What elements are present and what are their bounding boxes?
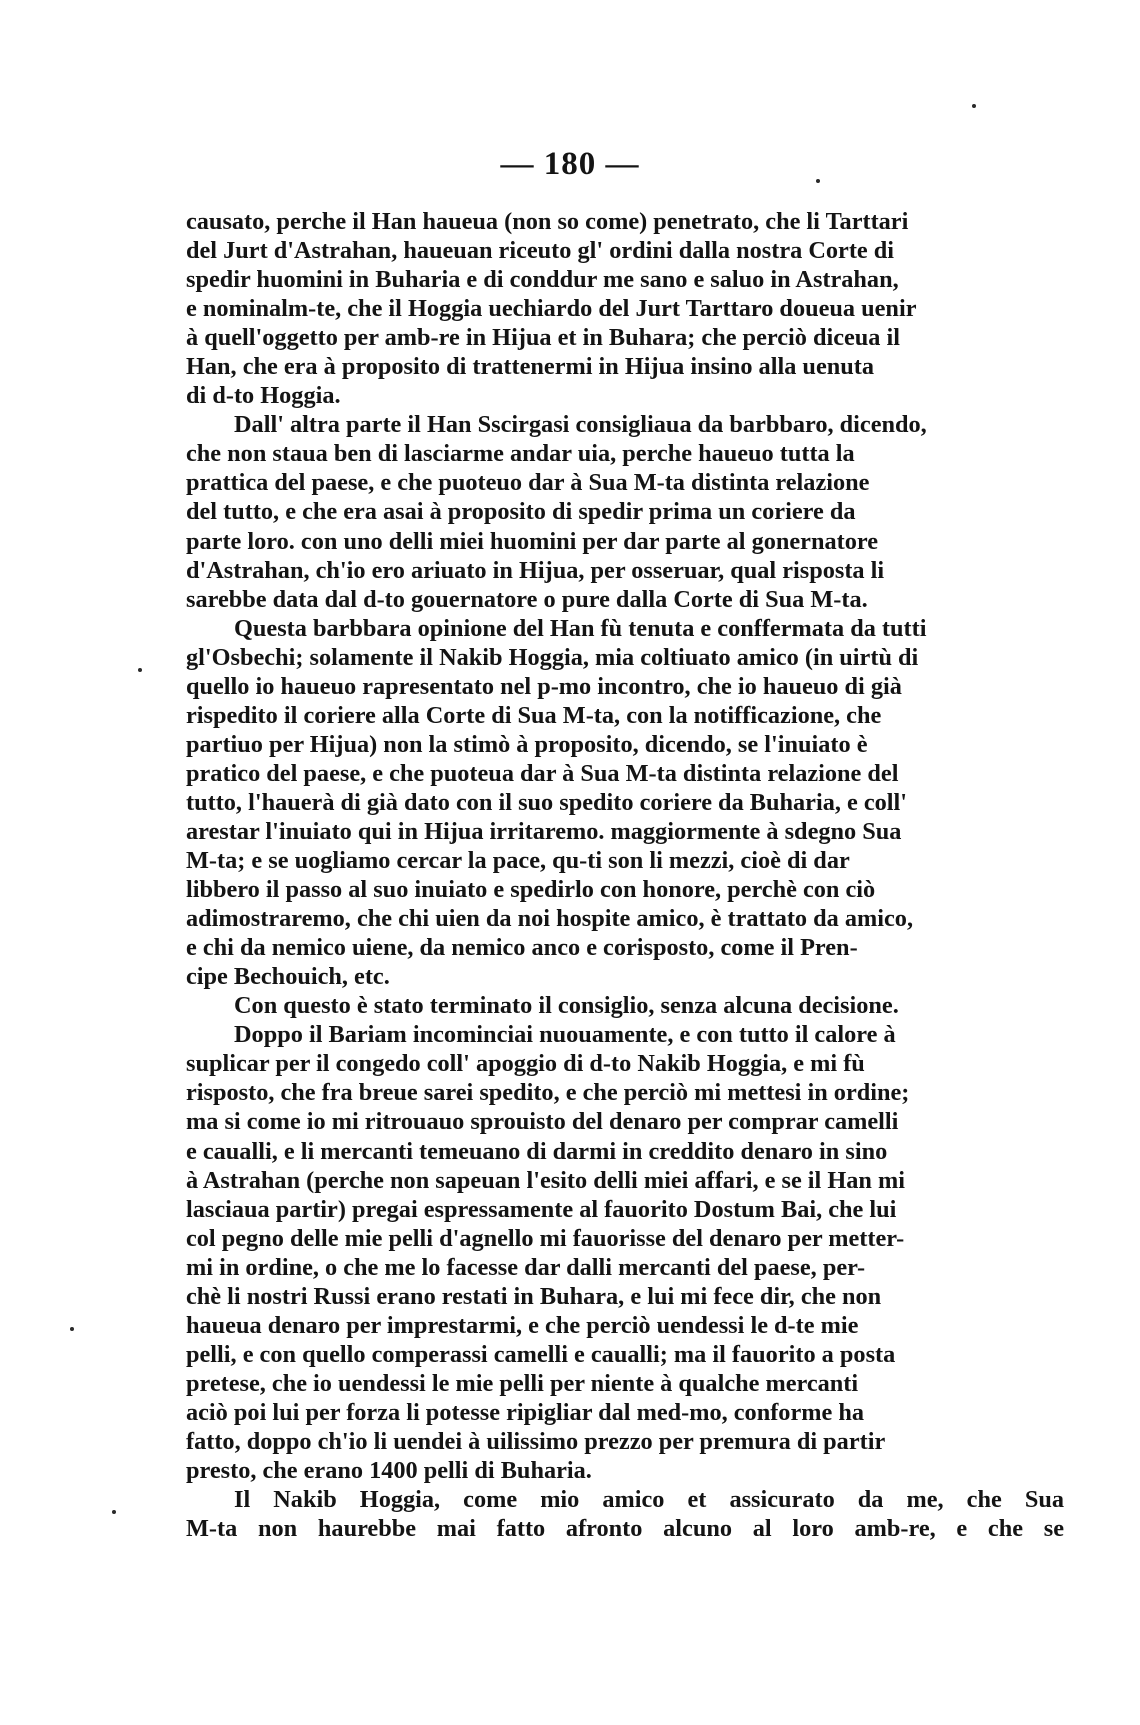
text-line: Han, che era à proposito di trattenermi in Hijua insino alla uenuta — [186, 353, 874, 381]
paragraph — [186, 991, 1064, 1020]
text-line: M-ta; e se uogliamo cercar la pace, qu-ti son li mezzi, cioè di dar — [186, 847, 850, 875]
text-line: col pegno delle mie pelli d'agnello mi fauorisse del denaro per metter- — [186, 1224, 905, 1252]
body-text — [186, 207, 1064, 1543]
text-line: sarebbe data dal d-to gouernatore o pure dalla Corte di Sua M-ta. — [186, 585, 868, 613]
text-line: Doppo il Bariam incominciai nuouamente, e con tutto il calore à — [234, 1021, 896, 1049]
text-line: spedir huomini in Buharia e di conddur me sano e saluo in Astrahan, — [186, 266, 899, 294]
text-line: causato, perche il Han haueua (non so come) penetrato, che li Tarttari — [186, 208, 909, 235]
text-line: pelli, e con quello comperassi camelli e caualli; ma il fauorito a posta — [186, 1340, 896, 1368]
text-line: à quell'oggetto per amb-re in Hijua et in Buhara; che perciò diceua il — [186, 324, 901, 352]
text-line: rispedito il coriere alla Corte di Sua M-ta, con la notifficazione, che — [186, 701, 882, 729]
text-line: arestar l'inuiato qui in Hijua irritaremo. maggiormente à sdegno Sua — [186, 817, 902, 845]
text-line: e chi da nemico uiene, da nemico anco e corisposto, come il Pren- — [186, 934, 858, 962]
text-line: pratico del paese, e che puoteua dar à Sua M-ta distinta relazione del — [186, 759, 899, 787]
text-line: d'Astrahan, ch'io ero ariuato in Hijua, per osseruar, qual risposta li — [186, 556, 885, 584]
text-line: partiuo per Hijua) non la stimò à proposito, dicendo, se l'inuiato è — [186, 730, 868, 758]
text-line: aciò poi lui per forza li potesse ripigliar dal med-mo, conforme ha — [186, 1398, 864, 1426]
scan-speck — [112, 1510, 116, 1514]
text-line: quello io haueuo rapresentato nel p-mo incontro, che io haueuo di già — [186, 672, 902, 700]
text-line: Dall' altra parte il Han Sscirgasi consigliaua da barbbaro, dicendo, — [234, 411, 927, 439]
text-line: Il Nakib Hoggia, come mio amico et assicurato da me, che Sua — [234, 1486, 1064, 1514]
text-line: parte loro. con uno delli miei huomini per dar parte al gonernatore — [186, 527, 878, 555]
scan-speck — [138, 668, 142, 672]
text-line: chè li nostri Russi erano restati in Buhara, e lui mi fece dir, che non — [186, 1282, 882, 1310]
scan-speck — [70, 1327, 74, 1331]
text-line: che non staua ben di lasciarme andar uia, perche haueuo tutta la — [186, 440, 855, 468]
text-line: cipe Bechouich, etc. — [186, 963, 390, 991]
paragraph — [186, 1485, 1064, 1543]
text-line: libbero il passo al suo inuiato e spedirlo con honore, perchè con ciò — [186, 876, 876, 904]
scan-speck — [816, 179, 820, 183]
text-line: del Jurt d'Astrahan, haueuan riceuto gl' ordini dalla nostra Corte di — [186, 237, 895, 265]
text-line: del tutto, e che era asai à proposito di spedir prima un coriere da — [186, 498, 856, 526]
paragraph — [186, 1020, 1064, 1485]
text-line: mi in ordine, o che me lo facesse dar dalli mercanti del paese, per- — [186, 1253, 866, 1281]
text-line: fatto, doppo ch'io li uendei à uilissimo prezzo per premura di partir — [186, 1427, 886, 1455]
text-line: Questa barbbara opinione del Han fù tenuta e conffermata da tutti — [234, 614, 927, 642]
text-line: adimostraremo, che chi uien da noi hospite amico, è trattato da amico, — [186, 905, 914, 933]
text-line: presto, che erano 1400 pelli di Buharia. — [186, 1457, 592, 1485]
text-line: suplicar per il congedo coll' apoggio di d-to Nakib Hoggia, e mi fù — [186, 1050, 865, 1078]
text-line: di d-to Hoggia. — [186, 382, 341, 410]
text-line: e caualli, e li mercanti temeuano di darmi in creddito denaro in sino — [186, 1137, 888, 1165]
text-line: tutto, l'hauerà di già dato con il suo spedito coriere da Buharia, e coll' — [186, 788, 908, 816]
scan-speck — [972, 104, 976, 108]
paragraph — [186, 207, 1064, 410]
text-line: haueua denaro per imprestarmi, e che perciò uendessi le d-te mie — [186, 1311, 859, 1339]
page-number: — 180 — — [500, 146, 640, 182]
text-line: à Astrahan (perche non sapeuan l'esito delli miei affari, e se il Han mi — [186, 1166, 906, 1194]
text-line: risposto, che fra breue sarei spedito, e che perciò mi mettesi in ordine; — [186, 1079, 910, 1107]
text-line: Con questo è stato terminato il consiglio, senza alcuna decisione. — [234, 992, 899, 1020]
text-line: e nominalm-te, che il Hoggia uechiardo del Jurt Tarttaro doueua uenir — [186, 295, 917, 323]
text-line: gl'Osbechi; solamente il Nakib Hoggia, mia coltiuato amico (in uirtù di — [186, 643, 919, 671]
paragraph — [186, 410, 1064, 613]
text-line: pretese, che io uendessi le mie pelli per niente à qualche mercanti — [186, 1369, 859, 1397]
text-line: ma si come io mi ritrouauo sprouisto del denaro per comprar camelli — [186, 1108, 899, 1136]
text-line: lasciaua partir) pregai espressamente al fauorito Dostum Bai, che lui — [186, 1195, 897, 1223]
text-line: M-ta non haurebbe mai fatto afronto alcuno al loro amb-re, e che se — [186, 1515, 1064, 1543]
paragraph — [186, 614, 1064, 992]
text-line: prattica del paese, e che puoteuo dar à Sua M-ta distinta relazione — [186, 469, 870, 497]
